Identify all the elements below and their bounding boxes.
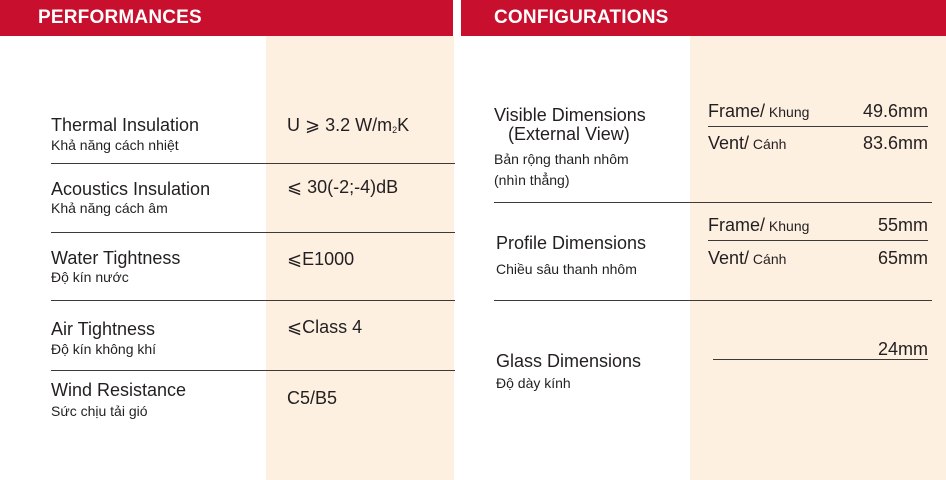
profile-frame-label: Frame/ Khung — [708, 215, 810, 235]
external-view-label: (External View) — [508, 124, 630, 144]
water-tightness-label: Water Tightness — [51, 248, 181, 268]
visible-dimensions-label: Visible Dimensions — [494, 105, 646, 125]
thermal-insulation-label-vi: Khả năng cách nhiệt — [51, 137, 179, 153]
visible-dimensions-label-vi-2: (nhìn thẳng) — [494, 172, 570, 188]
section-divider — [494, 300, 932, 301]
profile-vent-value: 65mm — [877, 248, 928, 268]
row-divider — [708, 240, 928, 241]
profile-frame-value: 55mm — [877, 215, 928, 235]
visible-vent-label: Vent/ Cánh — [708, 133, 787, 153]
air-tightness-value: ⩽Class 4 — [287, 317, 363, 337]
row-divider — [51, 370, 455, 371]
wind-resistance-label-vi: Sức chịu tải gió — [51, 403, 148, 419]
visible-dimensions-label-vi: Bản rộng thanh nhôm — [494, 151, 629, 167]
profile-dimensions-label: Profile Dimensions — [496, 233, 647, 253]
visible-frame-value: 49.6mm — [862, 101, 928, 121]
section-divider — [494, 202, 932, 203]
glass-value: 24mm — [877, 339, 928, 359]
acoustics-insulation-value: ⩽ 30(-2;-4)dB — [287, 177, 399, 197]
visible-frame-label: Frame/ Khung — [708, 101, 810, 121]
visible-vent-value: 83.6mm — [862, 133, 928, 153]
glass-dimensions-label: Glass Dimensions — [496, 351, 642, 371]
glass-underline — [713, 359, 928, 360]
water-tightness-label-vi: Độ kín nước — [51, 269, 129, 285]
thermal-insulation-value: U ⩾ 3.2 $W/m_2K$ — [287, 115, 410, 135]
row-divider — [51, 232, 455, 233]
air-tightness-label-vi: Độ kín không khí — [51, 341, 157, 357]
glass-dimensions-label-vi: Độ dày kính — [496, 375, 571, 391]
row-divider — [51, 163, 455, 164]
column-gap — [453, 0, 461, 480]
acoustics-insulation-label-vi: Khả năng cách âm — [51, 200, 168, 216]
row-divider — [708, 126, 928, 127]
performances-title: PERFORMANCES — [38, 7, 202, 28]
air-tightness-label: Air Tightness — [51, 319, 156, 339]
water-tightness-value: ⩽E1000 — [287, 249, 355, 269]
row-divider — [51, 300, 455, 301]
profile-dimensions-label-vi: Chiều sâu thanh nhôm — [496, 261, 637, 277]
configurations-title: CONFIGURATIONS — [494, 7, 669, 28]
wind-resistance-value: C5/B5 — [287, 388, 338, 408]
acoustics-insulation-label: Acoustics Insulation — [51, 179, 211, 199]
wind-resistance-label: Wind Resistance — [51, 380, 187, 400]
profile-vent-label: Vent/ Cánh — [708, 248, 787, 268]
thermal-insulation-label: Thermal Insulation — [51, 115, 200, 135]
